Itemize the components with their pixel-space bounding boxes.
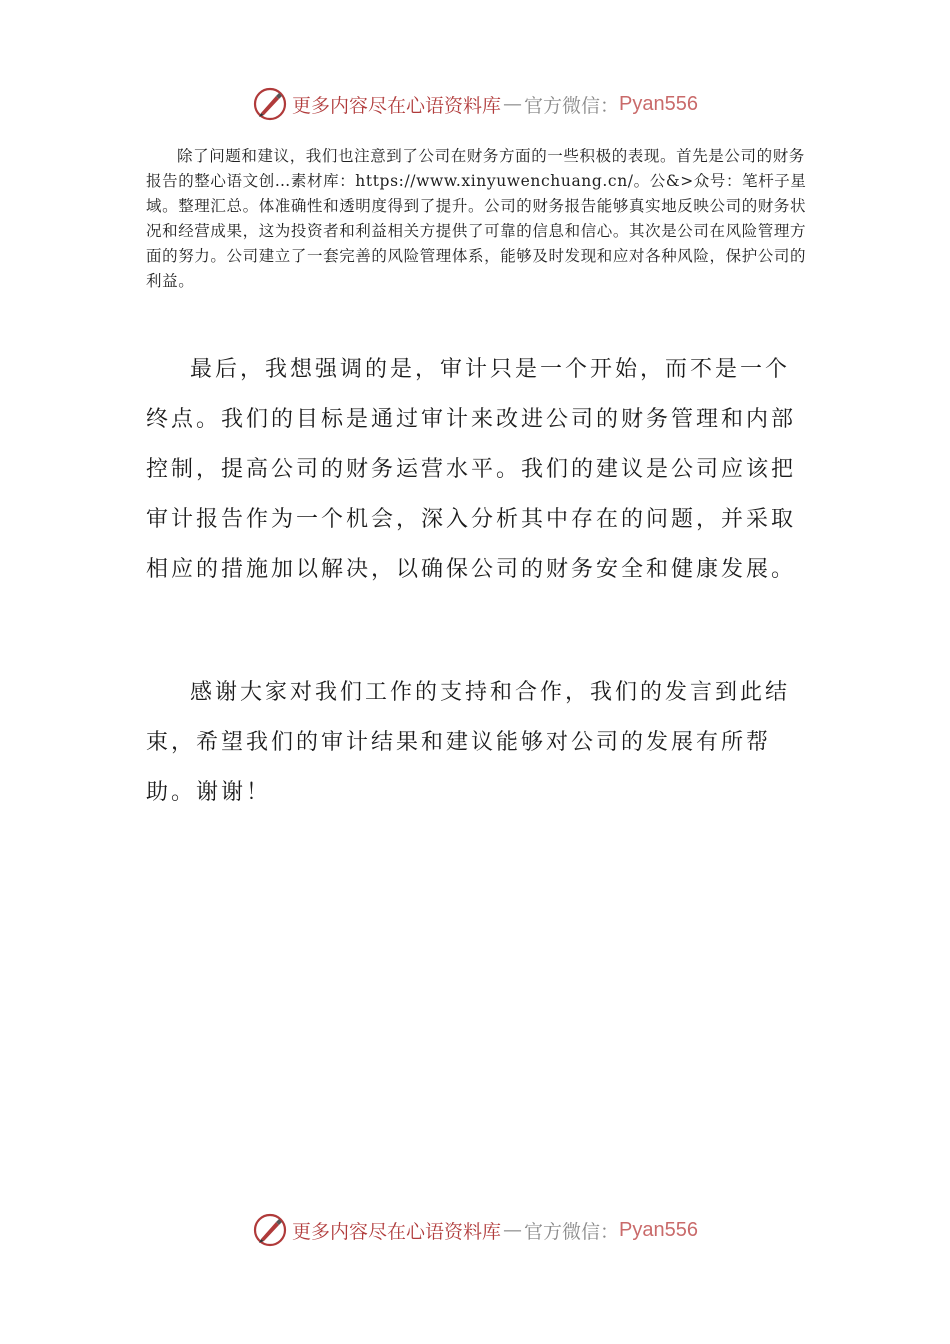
- footer-banner: [0, 1210, 950, 1250]
- banner-title: 更多内容尽在心语资料库: [292, 1220, 502, 1243]
- pen-logo-icon: [252, 1212, 288, 1248]
- header-banner: [0, 84, 950, 124]
- paragraph-positive-performance: 除了问题和建议，我们也注意到了公司在财务方面的一些积极的表现。首先是公司的财务报告的整心语文创…素材库：https://www.xinyuwenchuang.cn/。公&>众号：笔杆子星域。整理汇总。体准确性和透明度得到了提升。公司的财务报告能够真实地反映公司的财务状况和经营成果，这为投资者和利益相关方提供了可靠的信息和信心。其次是公司在风险管理方面的努力。公司建立了一套完善的风险管理体系，能够及时发现和应对各种风险，保护公司的利益。: [146, 147, 807, 290]
- paragraph-thanks: 感谢大家对我们工作的支持和合作，我们的发言到此结束，希望我们的审计结果和建议能够对公司的发展有所帮助。谢谢！: [146, 680, 791, 805]
- banner-separator: —: [503, 93, 523, 115]
- paragraph-closing-emphasis: 最后，我想强调的是，审计只是一个开始，而不是一个终点。我们的目标是通过审计来改进公司的财务管理和内部控制，提高公司的财务运营水平。我们的建议是公司应该把审计报告作为一个机会，深入分析其中存在的问题，并采取相应的措施加以解决，以确保公司的财务安全和健康发展。: [146, 357, 797, 582]
- banner-wechat-label: 官方微信：: [524, 1220, 620, 1243]
- banner-separator: —: [503, 1219, 523, 1241]
- banner-title: 更多内容尽在心语资料库: [292, 94, 502, 117]
- banner-wechat-label: 官方微信：: [524, 94, 620, 117]
- banner-wechat-id: Pyan556: [619, 92, 698, 115]
- pen-logo-icon: [252, 86, 288, 122]
- banner-wechat-id: Pyan556: [619, 1218, 698, 1241]
